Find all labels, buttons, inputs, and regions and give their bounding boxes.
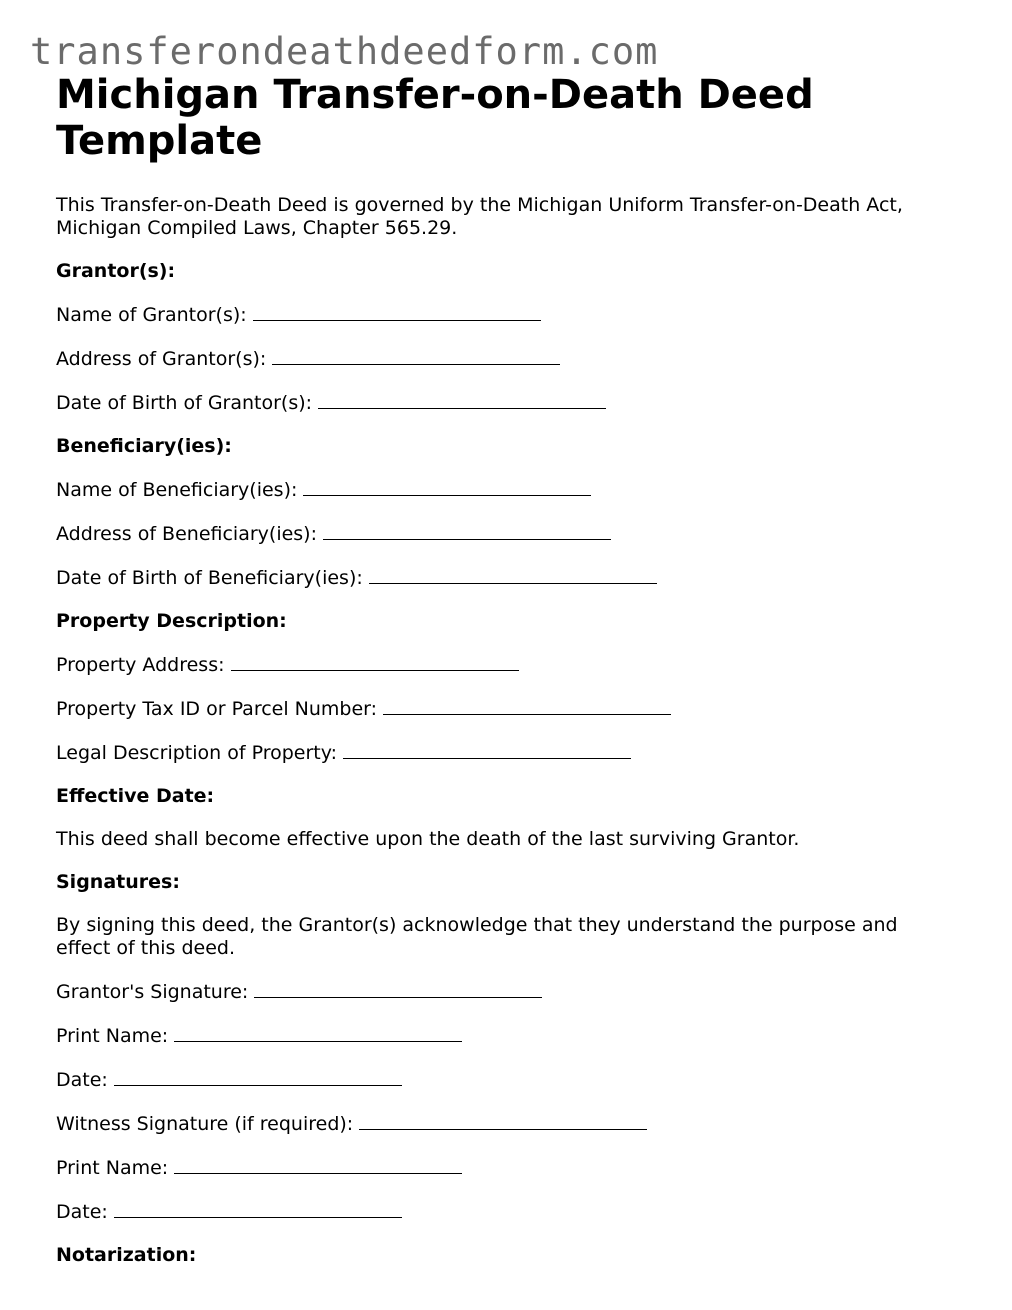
effective-date-text: This deed shall become effective upon the death of the last surviving Grantor.: [56, 828, 800, 850]
property-legal-label: Legal Description of Property:: [56, 742, 337, 764]
document-page: [56, 72, 956, 1267]
property-tax-id-field: [56, 697, 956, 721]
grantor-date-field: [56, 1068, 956, 1092]
grantor-name-label: Name of Grantor(s):: [56, 304, 247, 326]
witness-signature-label: Witness Signature (if required):: [56, 1113, 354, 1135]
beneficiary-address-field: [56, 522, 956, 546]
witness-date-label: Date:: [56, 1201, 108, 1223]
page-title: Michigan Transfer-on-Death Deed Template: [56, 72, 814, 164]
property-legal-field: [56, 741, 956, 765]
grantor-name-field: [56, 303, 956, 327]
signatures-text: By signing this deed, the Grantor(s) acknowledge that they understand the purpose and effect of this deed.: [56, 914, 898, 959]
property-tax-id-blank[interactable]: [383, 697, 671, 715]
grantor-print-name-label: Print Name:: [56, 1025, 169, 1047]
effective-date-heading: Effective Date:: [56, 785, 215, 807]
grantor-print-name-blank[interactable]: [174, 1024, 462, 1042]
witness-print-name-blank[interactable]: [174, 1156, 462, 1174]
witness-signature-blank[interactable]: [359, 1112, 647, 1130]
grantors-heading: Grantor(s):: [56, 260, 176, 282]
property-legal-blank[interactable]: [343, 741, 631, 759]
grantor-dob-field: [56, 391, 956, 415]
beneficiary-address-blank[interactable]: [323, 522, 611, 540]
beneficiary-dob-field: [56, 566, 956, 590]
grantor-name-blank[interactable]: [253, 303, 541, 321]
beneficiary-name-blank[interactable]: [303, 478, 591, 496]
grantor-dob-blank[interactable]: [318, 391, 606, 409]
notarization-heading: Notarization:: [56, 1244, 197, 1266]
beneficiary-address-label: Address of Beneficiary(ies):: [56, 523, 317, 545]
property-heading: Property Description:: [56, 610, 287, 632]
witness-date-field: [56, 1200, 956, 1224]
watermark: transferondeathdeedform.com: [30, 30, 659, 73]
grantor-dob-label: Date of Birth of Grantor(s):: [56, 392, 313, 414]
grantor-date-blank[interactable]: [114, 1068, 402, 1086]
beneficiary-name-field: [56, 478, 956, 502]
witness-signature-field: [56, 1112, 956, 1136]
signatures-heading: Signatures:: [56, 871, 180, 893]
grantor-address-field: [56, 347, 956, 371]
grantor-signature-field: [56, 980, 956, 1004]
grantor-address-label: Address of Grantor(s):: [56, 348, 267, 370]
property-address-blank[interactable]: [231, 653, 519, 671]
grantor-signature-blank[interactable]: [254, 980, 542, 998]
beneficiary-dob-label: Date of Birth of Beneficiary(ies):: [56, 567, 363, 589]
grantor-print-name-field: [56, 1024, 956, 1048]
witness-print-name-field: [56, 1156, 956, 1180]
property-tax-id-label: Property Tax ID or Parcel Number:: [56, 698, 378, 720]
grantor-signature-label: Grantor's Signature:: [56, 981, 249, 1003]
beneficiary-name-label: Name of Beneficiary(ies):: [56, 479, 298, 501]
witness-date-blank[interactable]: [114, 1200, 402, 1218]
beneficiaries-heading: Beneficiary(ies):: [56, 435, 232, 457]
grantor-date-label: Date:: [56, 1069, 108, 1091]
property-address-field: [56, 653, 956, 677]
property-address-label: Property Address:: [56, 654, 225, 676]
witness-print-name-label: Print Name:: [56, 1157, 169, 1179]
beneficiary-dob-blank[interactable]: [369, 566, 657, 584]
grantor-address-blank[interactable]: [272, 347, 560, 365]
intro-paragraph: This Transfer-on-Death Deed is governed by the Michigan Uniform Transfer-on-Death Act, Michigan Compiled Laws, Chapter 565.29.: [56, 194, 903, 239]
